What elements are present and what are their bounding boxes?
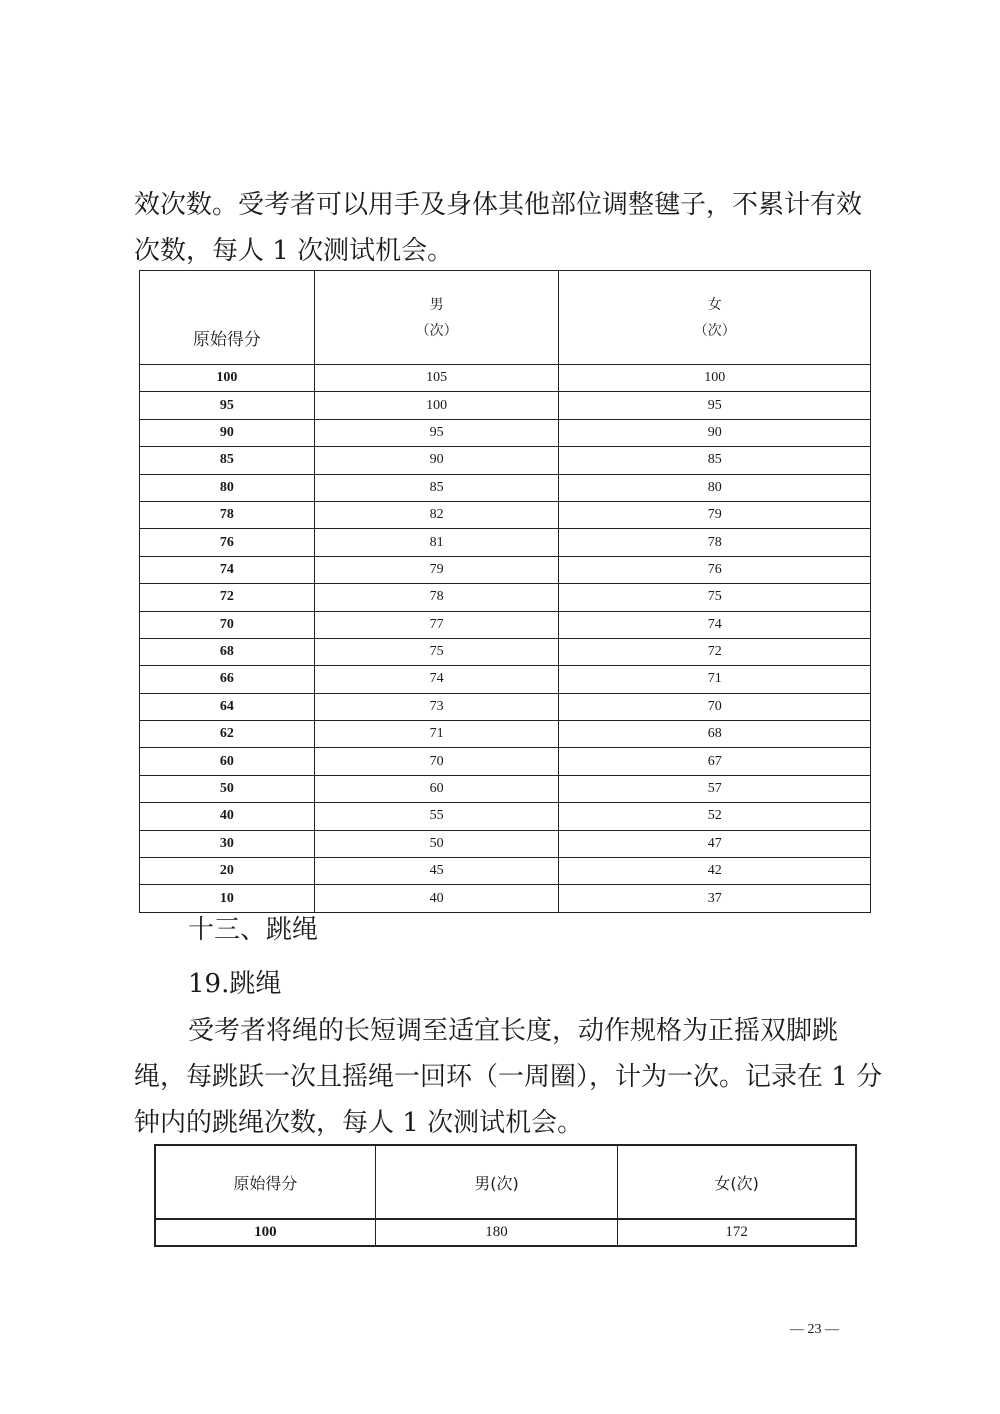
male-cell: 105 (314, 365, 559, 392)
score-cell: 30 (140, 830, 315, 857)
score-cell: 40 (140, 803, 315, 830)
female-cell: 75 (559, 584, 871, 611)
male-cell: 55 (314, 803, 559, 830)
score-cell: 66 (140, 666, 315, 693)
male-cell: 71 (314, 721, 559, 748)
male-cell: 50 (314, 830, 559, 857)
score-cell: 80 (140, 474, 315, 501)
score-column-header: 原始得分 (155, 1145, 375, 1219)
female-unit: （次） (693, 322, 736, 339)
female-cell: 78 (559, 529, 871, 556)
female-cell: 74 (559, 611, 871, 638)
male-cell: 79 (314, 556, 559, 583)
table-row (140, 748, 871, 775)
female-cell: 42 (559, 858, 871, 885)
male-cell: 77 (314, 611, 559, 638)
score-cell: 60 (140, 748, 315, 775)
score-cell: 70 (140, 611, 315, 638)
female-cell: 85 (559, 447, 871, 474)
score-cell: 95 (140, 392, 315, 419)
male-unit: （次） (415, 322, 458, 339)
score-cell: 85 (140, 447, 315, 474)
female-cell: 47 (559, 830, 871, 857)
female-cell: 71 (559, 666, 871, 693)
score-cell: 76 (140, 529, 315, 556)
male-cell: 82 (314, 501, 559, 528)
male-cell: 74 (314, 666, 559, 693)
score-cell: 90 (140, 419, 315, 446)
female-cell: 68 (559, 721, 871, 748)
male-cell: 73 (314, 693, 559, 720)
table-row (140, 803, 871, 830)
score-cell: 10 (140, 885, 315, 912)
male-column-header (314, 271, 559, 365)
female-cell: 95 (559, 392, 871, 419)
page-number: — 23 — (790, 1322, 839, 1337)
table-row (140, 365, 871, 392)
female-cell: 100 (559, 365, 871, 392)
table-row (140, 638, 871, 665)
table-row (155, 1219, 856, 1246)
male-cell: 40 (314, 885, 559, 912)
male-cell: 45 (314, 858, 559, 885)
male-cell: 81 (314, 529, 559, 556)
female-cell: 79 (559, 501, 871, 528)
female-cell: 57 (559, 775, 871, 802)
paragraph-line: 钟内的跳绳次数，每人 1 次测试机会。 (134, 1108, 584, 1138)
male-cell: 180 (375, 1219, 617, 1246)
table-row (140, 693, 871, 720)
score-cell: 72 (140, 584, 315, 611)
female-cell: 70 (559, 693, 871, 720)
paragraph-line: 受考者将绳的长短调至适宜长度，动作规格为正摇双脚跳 (188, 1016, 839, 1046)
female-column-header (559, 271, 871, 365)
male-cell: 70 (314, 748, 559, 775)
score-column-header: 原始得分 (140, 271, 315, 365)
shuttlecock-score-table (139, 270, 871, 913)
jump-rope-score-table (154, 1144, 857, 1247)
female-label: 女 (707, 296, 722, 313)
score-cell: 20 (140, 858, 315, 885)
male-cell: 78 (314, 584, 559, 611)
score-cell: 100 (155, 1219, 375, 1246)
table-row (140, 775, 871, 802)
table-row (140, 556, 871, 583)
male-cell: 60 (314, 775, 559, 802)
paragraph-line: 绳，每跳跃一次且摇绳一回环（一周圈），计为一次。记录在 1 分 (134, 1062, 883, 1092)
male-cell: 100 (314, 392, 559, 419)
section-subheading: 19.跳绳 (188, 969, 282, 999)
score-cell: 100 (140, 365, 315, 392)
table-row (140, 830, 871, 857)
table-row (140, 885, 871, 912)
score-cell: 50 (140, 775, 315, 802)
male-label: 男 (429, 296, 444, 313)
female-cell: 80 (559, 474, 871, 501)
table-row (140, 529, 871, 556)
paragraph-line: 次数，每人 1 次测试机会。 (134, 236, 454, 266)
table-row (140, 447, 871, 474)
female-cell: 172 (618, 1219, 856, 1246)
female-column-header: 女(次) (618, 1145, 856, 1219)
section-heading: 十三、跳绳 (188, 915, 319, 945)
male-cell: 75 (314, 638, 559, 665)
table-row (140, 611, 871, 638)
table-row (140, 474, 871, 501)
female-cell: 72 (559, 638, 871, 665)
score-cell: 68 (140, 638, 315, 665)
male-cell: 85 (314, 474, 559, 501)
female-cell: 52 (559, 803, 871, 830)
table-row (140, 419, 871, 446)
table-row (140, 392, 871, 419)
score-cell: 64 (140, 693, 315, 720)
table-row (140, 721, 871, 748)
score-cell: 78 (140, 501, 315, 528)
score-cell: 74 (140, 556, 315, 583)
table-row (140, 858, 871, 885)
female-cell: 37 (559, 885, 871, 912)
paragraph-line: 效次数。受考者可以用手及身体其他部位调整毽子，不累计有效 (134, 190, 863, 220)
female-cell: 76 (559, 556, 871, 583)
table-row (140, 501, 871, 528)
male-cell: 90 (314, 447, 559, 474)
female-cell: 67 (559, 748, 871, 775)
male-cell: 95 (314, 419, 559, 446)
score-cell: 62 (140, 721, 315, 748)
female-cell: 90 (559, 419, 871, 446)
table-row (140, 666, 871, 693)
table-row (140, 584, 871, 611)
male-column-header: 男(次) (375, 1145, 617, 1219)
